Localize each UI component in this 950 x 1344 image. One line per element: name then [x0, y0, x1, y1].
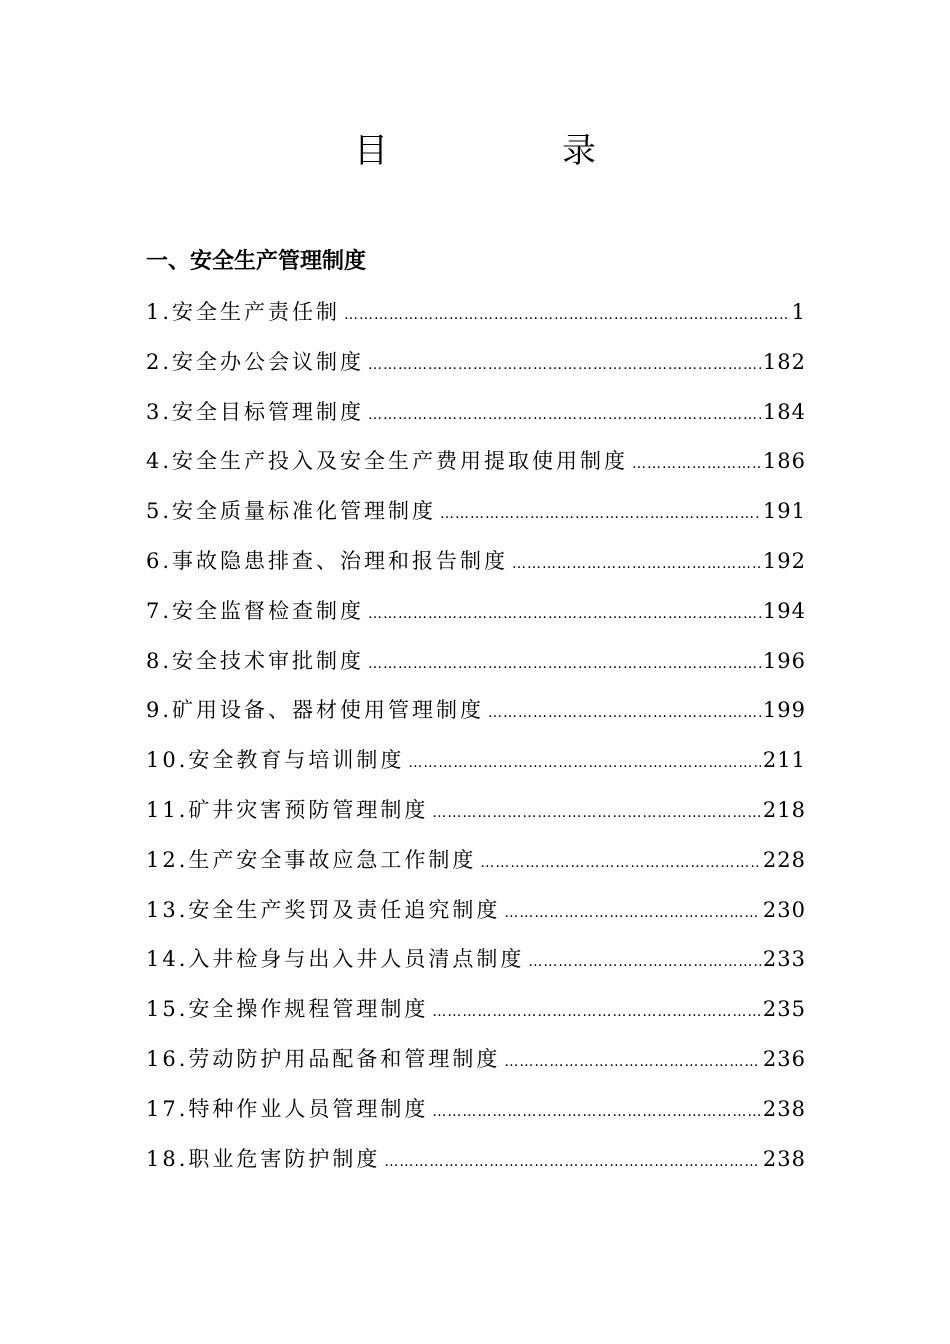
toc-entry-title: 1.安全生产责任制	[146, 300, 341, 324]
toc-entry-title: 8.安全技术审批制度	[146, 648, 365, 673]
toc-dot-leader	[432, 994, 761, 1030]
toc-entry[interactable]	[146, 842, 806, 892]
toc-entry-title: 10.安全教育与培训制度	[146, 748, 405, 773]
toc-entry[interactable]	[146, 892, 806, 942]
toc-entry-page-number: 182	[762, 349, 806, 374]
toc-entry-page-number: 235	[762, 997, 806, 1022]
table-of-contents	[146, 294, 806, 1190]
toc-entry-page-number: 1	[791, 300, 806, 324]
toc-entry-page-number: 238	[762, 1096, 806, 1121]
toc-entry[interactable]	[146, 593, 806, 643]
toc-entry[interactable]	[146, 742, 806, 792]
toc-entry-page-number: 211	[762, 748, 806, 773]
toc-entry[interactable]	[146, 344, 806, 394]
toc-entry-page-number: 199	[762, 698, 806, 723]
toc-dot-leader	[488, 695, 761, 731]
toc-entry-title: 13.安全生产奖罚及责任追究制度	[146, 897, 501, 922]
toc-entry[interactable]	[146, 294, 806, 344]
toc-entry[interactable]	[146, 991, 806, 1041]
toc-entry-page-number: 236	[762, 1046, 806, 1071]
toc-entry-title: 11.矿井灾害预防管理制度	[146, 797, 429, 822]
toc-dot-leader	[528, 944, 761, 980]
toc-entry[interactable]	[146, 394, 806, 444]
toc-entry-title: 5.安全质量标准化管理制度	[146, 499, 437, 524]
toc-entry[interactable]	[146, 643, 806, 693]
toc-dot-leader	[384, 1144, 761, 1180]
toc-entry[interactable]	[146, 1041, 806, 1091]
page-title: 目 录	[354, 131, 666, 171]
toc-entry-page-number: 233	[762, 947, 806, 972]
toc-entry-title: 18.职业危害防护制度	[146, 1146, 381, 1171]
toc-entry-title: 4.安全生产投入及安全生产费用提取使用制度	[146, 449, 629, 474]
toc-dot-leader	[632, 446, 761, 482]
toc-entry-title: 9.矿用设备、器材使用管理制度	[146, 698, 485, 723]
toc-entry-page-number: 230	[762, 897, 806, 922]
toc-entry-title: 3.安全目标管理制度	[146, 399, 365, 424]
toc-entry-page-number: 192	[762, 548, 806, 573]
toc-entry-page-number: 194	[762, 598, 806, 623]
toc-entry-title: 16.劳动防护用品配备和管理制度	[146, 1046, 501, 1071]
toc-dot-leader	[368, 347, 761, 383]
toc-entry-title: 7.安全监督检查制度	[146, 598, 365, 623]
toc-entry[interactable]	[146, 443, 806, 493]
toc-entry-title: 6.事故隐患排查、治理和报告制度	[146, 548, 509, 573]
toc-dot-leader	[504, 1044, 761, 1080]
toc-entry[interactable]	[146, 692, 806, 742]
toc-entry-page-number: 186	[762, 449, 806, 474]
toc-entry[interactable]	[146, 543, 806, 593]
toc-dot-leader	[432, 795, 761, 831]
toc-entry-title: 14.入井检身与出入井人员清点制度	[146, 947, 525, 972]
toc-entry[interactable]	[146, 1141, 806, 1191]
toc-dot-leader	[480, 845, 761, 881]
toc-dot-leader	[368, 596, 761, 632]
toc-entry-title: 17.特种作业人员管理制度	[146, 1096, 429, 1121]
toc-dot-leader	[440, 496, 761, 532]
toc-dot-leader	[368, 397, 761, 433]
toc-dot-leader	[432, 1094, 761, 1130]
toc-dot-leader	[368, 646, 761, 682]
toc-entry-page-number: 184	[762, 399, 806, 424]
toc-entry[interactable]	[146, 941, 806, 991]
toc-dot-leader	[504, 895, 761, 931]
toc-entry-page-number: 238	[762, 1146, 806, 1171]
toc-entry[interactable]	[146, 792, 806, 842]
toc-entry-title: 12.生产安全事故应急工作制度	[146, 847, 477, 872]
toc-entry-page-number: 191	[762, 499, 806, 524]
toc-entry-page-number: 228	[762, 847, 806, 872]
section-heading: 一、安全生产管理制度	[146, 249, 367, 274]
toc-entry[interactable]	[146, 493, 806, 543]
toc-dot-leader	[344, 297, 790, 333]
toc-entry-title: 2.安全办公会议制度	[146, 349, 365, 374]
toc-entry[interactable]	[146, 1091, 806, 1141]
toc-dot-leader	[408, 745, 761, 781]
toc-entry-page-number: 196	[762, 648, 806, 673]
toc-dot-leader	[512, 546, 761, 582]
toc-entry-title: 15.安全操作规程管理制度	[146, 997, 429, 1022]
toc-entry-page-number: 218	[762, 797, 806, 822]
